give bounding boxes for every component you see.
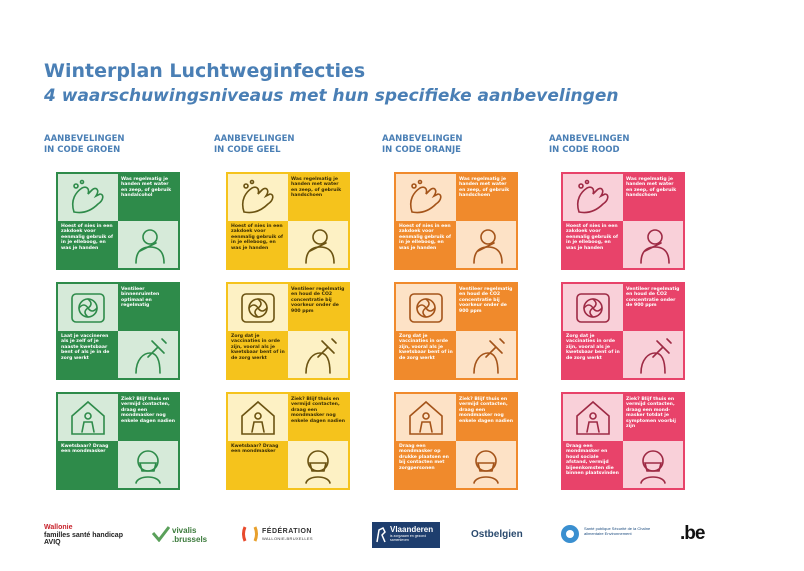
column-heading: [44, 134, 180, 156]
recommendation-card: [56, 392, 180, 490]
recommendation-card: [56, 172, 180, 270]
recommendation-text-cell: [288, 394, 348, 441]
illustration-cell: [288, 441, 348, 488]
column-heading-line1: AANBEVELINGEN: [44, 134, 125, 144]
code-column-1: [44, 134, 180, 455]
page-subtitle: 4 waarschuwingsniveaus met hun specifieke aanbevelingen: [44, 86, 619, 106]
recommendation-card: [561, 282, 685, 380]
illustration-cell: [288, 331, 348, 378]
recommendation-text: Hoest of nies in een zakdoek voor eenmalig gebruik of in je elleboog, en was je handen: [566, 224, 619, 251]
illustration-cell: [623, 441, 683, 488]
vlaanderen-logo: Vlaanderen is zorgzaam en gezond samenleven: [372, 522, 440, 548]
recommendation-text-cell: [58, 221, 118, 268]
recommendation-text: Was regelmatig je handen met water en zeep, of gebruik handschoen: [626, 177, 677, 199]
recommendation-card: [561, 392, 685, 490]
column-heading: [382, 134, 518, 156]
fwb-emblem-icon: [242, 525, 258, 543]
illustration-cell: [58, 394, 118, 441]
recommendation-text-cell: [456, 174, 516, 221]
recommendation-text-cell: [118, 284, 178, 331]
recommendation-text-cell: [228, 331, 288, 378]
partner-logos: [0, 518, 804, 558]
recommendation-text-cell: [623, 394, 683, 441]
recommendation-text-cell: [623, 284, 683, 331]
vivalis-logo: vivalis .brussels: [172, 526, 207, 544]
column-heading-line2: IN CODE GEEL: [214, 145, 281, 155]
recommendation-text: Was regelmatig je handen met water en zeep, of gebruik handschoen: [459, 177, 510, 199]
recommendation-text: Draag een mondmasker en houd sociale afstand, vermijd bijeenkomsten die binnen plaatsvinden: [566, 444, 619, 477]
illustration-cell: [58, 284, 118, 331]
recommendation-text: Ziek? Blijf thuis en vermijd contacten, draag een mondmasker nog enkele dagen nadien: [291, 397, 346, 424]
recommendation-text-cell: [563, 221, 623, 268]
recommendation-text-cell: [118, 394, 178, 441]
recommendation-text-cell: [58, 331, 118, 378]
column-heading-line1: AANBEVELINGEN: [214, 134, 295, 144]
aviq-logo: Wallonie familles santé handicap AVIQ: [44, 524, 123, 546]
recommendation-text: Hoest of nies in een zakdoek voor eenmalig gebruik of in je elleboog, en was je handen: [61, 224, 114, 251]
code-column-4: [549, 134, 685, 477]
column-heading-line1: AANBEVELINGEN: [382, 134, 463, 144]
recommendation-text: Ziek? Blijf thuis en vermijd contacten, draag een mond-masker totdat je symptomen voorbij zijn: [626, 397, 676, 430]
recommendation-text: Was regelmatig je handen met water en zeep, of gebruik handschoen: [291, 177, 342, 199]
recommendation-card: [561, 172, 685, 270]
illustration-cell: [456, 331, 516, 378]
recommendation-text: Ventileer binnenruimten optimaal en regelmatig: [121, 287, 160, 309]
illustration-cell: [288, 221, 348, 268]
illustration-cell: [58, 174, 118, 221]
illustration-cell: [118, 221, 178, 268]
recommendation-card: [56, 282, 180, 380]
recommendation-text-cell: [623, 174, 683, 221]
recommendation-text-cell: [563, 331, 623, 378]
column-heading-line2: IN CODE ROOD: [549, 145, 620, 155]
recommendation-text-cell: [563, 441, 623, 488]
recommendation-text: Ziek? Blijf thuis en vermijd contacten, draag een mondmasker nog enkele dagen nadien: [459, 397, 514, 424]
illustration-cell: [563, 284, 623, 331]
illustration-cell: [563, 394, 623, 441]
recommendation-text-cell: [288, 174, 348, 221]
ostbelgien-logo: Ostbelgien: [471, 529, 523, 540]
recommendation-text-cell: [288, 284, 348, 331]
recommendation-text: Hoest of nies in een zakdoek voor eenmalig gebruik of in je elleboog, en was je handen: [399, 224, 452, 251]
recommendation-text-cell: [456, 394, 516, 441]
recommendation-text-cell: [396, 221, 456, 268]
recommendation-card: [394, 282, 518, 380]
recommendation-text: Was regelmatig je handen met water en zeep, of gebruik handalcohol: [121, 177, 172, 199]
recommendation-text-cell: [228, 441, 288, 488]
column-heading-line2: IN CODE ORANJE: [382, 145, 461, 155]
illustration-cell: [118, 331, 178, 378]
check-icon: [152, 526, 170, 542]
column-heading: [214, 134, 350, 156]
recommendation-text: Ventileer regelmatig en houd de CO2 concentratie onder de 900 ppm: [626, 287, 680, 309]
recommendation-text: Kwetsbaar? Draag een mondmasker: [61, 444, 109, 455]
recommendation-text-cell: [118, 174, 178, 221]
illustration-cell: [623, 331, 683, 378]
recommendation-text: Laat je vaccineren als je zelf of je naaste kwetsbaar bent of als je in de zorg werkt: [61, 334, 110, 361]
illustration-cell: [228, 284, 288, 331]
column-heading-line2: IN CODE GROEN: [44, 145, 121, 155]
illustration-cell: [563, 174, 623, 221]
recommendation-text: Ventileer regelmatig en houd de CO2 concentratie bij voorkeur onder de 900 ppm: [459, 287, 513, 314]
illustration-cell: [228, 394, 288, 441]
recommendation-text: Hoest of nies in een zakdoek voor eenmalig gebruik of in je elleboog, en was je handen: [231, 224, 284, 251]
code-column-2: [214, 134, 350, 455]
illustration-cell: [456, 221, 516, 268]
recommendation-card: [226, 392, 350, 490]
illustration-cell: [623, 221, 683, 268]
lion-icon: [375, 526, 387, 544]
recommendation-text-cell: [396, 331, 456, 378]
illustration-cell: [118, 441, 178, 488]
recommendation-card: [394, 172, 518, 270]
recommendation-text-cell: [228, 221, 288, 268]
recommendation-text: Kwetsbaar? Draag een mondmasker: [231, 444, 279, 455]
recommendation-text-cell: [58, 441, 118, 488]
recommendation-text-cell: [456, 284, 516, 331]
recommendation-text: Zorg dat je vaccinaties in orde zijn, vooral als je kwetsbaar bent of in de zorg werkt: [399, 334, 453, 361]
illustration-cell: [228, 174, 288, 221]
recommendation-text: Zorg dat je vaccinaties in orde zijn, vooral als je kwetsbaar bent of in de zorg werkt: [231, 334, 285, 361]
spf-emblem-icon: [560, 524, 580, 544]
illustration-cell: [396, 174, 456, 221]
recommendation-card: [226, 282, 350, 380]
illustration-cell: [396, 394, 456, 441]
page-title: Winterplan Luchtweginfecties: [44, 60, 366, 82]
illustration-cell: [456, 441, 516, 488]
recommendation-text: Ziek? Blijf thuis en vermijd contacten, draag een mondmasker nog enkele dagen nadien: [121, 397, 176, 424]
column-heading: [549, 134, 685, 156]
recommendation-text: Draag een mondmasker op drukke plaatsen en bij contacten met zorgpersonen: [399, 444, 449, 471]
illustration-cell: [396, 284, 456, 331]
recommendation-text: Zorg dat je vaccinaties in orde zijn, vooral als je kwetsbaar bent of in de zorg werkt: [566, 334, 620, 361]
column-heading-line1: AANBEVELINGEN: [549, 134, 630, 144]
spf-sante-publique-logo: Santé publique Sécurité de la Chaîne alimentaire Environnement: [560, 526, 660, 536]
recommendation-text: Ventileer regelmatig en houd de CO2 concentratie bij voorkeur onder de 900 ppm: [291, 287, 345, 314]
recommendation-card: [226, 172, 350, 270]
recommendation-card: [394, 392, 518, 490]
code-column-3: [382, 134, 518, 471]
federation-wallonie-bruxelles-logo: FÉDÉRATION WALLONIE-BRUXELLES: [262, 528, 313, 542]
be-logo: .be: [680, 523, 705, 544]
recommendation-text-cell: [396, 441, 456, 488]
